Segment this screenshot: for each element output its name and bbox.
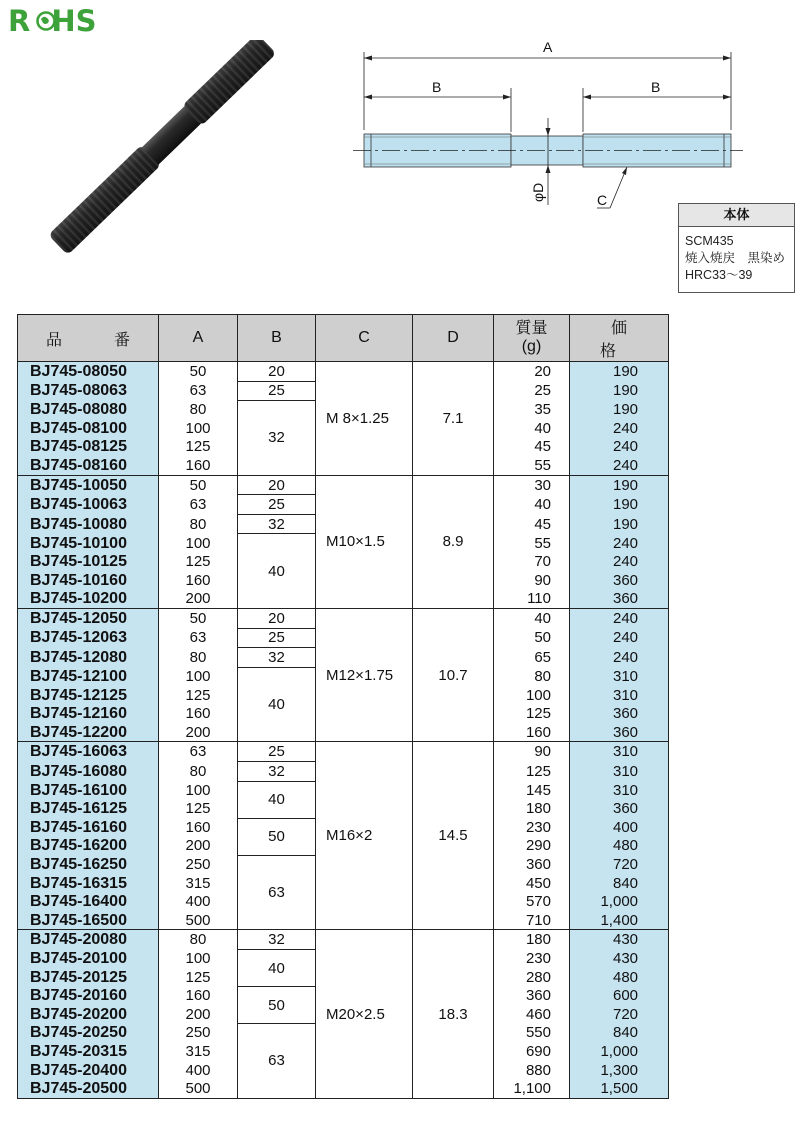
part-number-cell: BJ745-10080	[18, 514, 159, 534]
material-box	[678, 203, 795, 293]
weight-cell: 65	[494, 648, 570, 668]
dim-a-cell: 100	[159, 667, 238, 686]
header-weight: 質量 (g)	[494, 315, 570, 362]
dim-b-cell: 63	[238, 1024, 316, 1099]
dim-b-cell: 20	[238, 475, 316, 495]
rohs-logo	[8, 4, 118, 38]
dim-d-cell: 7.1	[413, 362, 494, 476]
part-number-cell: BJ745-20125	[18, 968, 159, 987]
part-number-cell: BJ745-12200	[18, 723, 159, 742]
header-a: A	[159, 315, 238, 362]
part-number-cell: BJ745-12050	[18, 609, 159, 629]
price-cell: 360	[570, 800, 669, 819]
stud-bolt-image	[40, 40, 290, 265]
weight-cell: 40	[494, 609, 570, 629]
dim-d-cell: 8.9	[413, 475, 494, 608]
price-cell: 1,000	[570, 1042, 669, 1061]
dim-a-cell: 160	[159, 818, 238, 837]
weight-cell: 45	[494, 514, 570, 534]
weight-cell: 30	[494, 475, 570, 495]
dim-a-cell: 80	[159, 761, 238, 781]
part-number-cell: BJ745-20200	[18, 1005, 159, 1024]
dim-a-cell: 200	[159, 837, 238, 856]
weight-cell: 80	[494, 667, 570, 686]
price-cell: 600	[570, 987, 669, 1006]
material-header: 本体	[679, 204, 794, 227]
dim-b-cell: 25	[238, 381, 316, 401]
price-cell: 400	[570, 818, 669, 837]
dim-b-cell: 32	[238, 930, 316, 950]
dim-b-cell: 40	[238, 781, 316, 818]
dim-b-cell: 25	[238, 628, 316, 648]
price-cell: 240	[570, 552, 669, 571]
part-number-cell: BJ745-16400	[18, 892, 159, 911]
dim-a-cell: 50	[159, 475, 238, 495]
price-cell: 720	[570, 1005, 669, 1024]
weight-cell: 125	[494, 704, 570, 723]
dim-a-cell: 400	[159, 1061, 238, 1080]
weight-cell: 880	[494, 1061, 570, 1080]
globe-icon	[36, 11, 56, 31]
dim-b-cell: 40	[238, 949, 316, 986]
table-header-row	[18, 315, 669, 362]
part-number-cell: BJ745-20250	[18, 1024, 159, 1043]
price-cell: 480	[570, 968, 669, 987]
thread-size-cell: M12×1.75	[316, 609, 413, 742]
weight-cell: 180	[494, 930, 570, 950]
dim-a-cell: 80	[159, 401, 238, 420]
weight-cell: 110	[494, 590, 570, 609]
part-number-cell: BJ745-16315	[18, 874, 159, 893]
dim-b-cell: 50	[238, 818, 316, 855]
weight-cell: 160	[494, 723, 570, 742]
thread-size-cell: M10×1.5	[316, 475, 413, 608]
weight-cell: 290	[494, 837, 570, 856]
part-number-cell: BJ745-10160	[18, 571, 159, 590]
dim-b-cell: 32	[238, 648, 316, 668]
thread-size-cell: M 8×1.25	[316, 362, 413, 476]
weight-cell: 570	[494, 892, 570, 911]
dim-a-cell: 63	[159, 742, 238, 762]
dim-b-cell: 32	[238, 761, 316, 781]
dim-a-cell: 160	[159, 704, 238, 723]
part-number-cell: BJ745-16080	[18, 761, 159, 781]
dim-a-cell: 200	[159, 590, 238, 609]
price-cell: 310	[570, 781, 669, 800]
dim-b-cell: 32	[238, 401, 316, 476]
part-number-cell: BJ745-08063	[18, 381, 159, 401]
weight-cell: 180	[494, 800, 570, 819]
dim-a-cell: 80	[159, 648, 238, 668]
price-cell: 360	[570, 590, 669, 609]
dim-a-cell: 50	[159, 362, 238, 382]
part-number-cell: BJ745-10050	[18, 475, 159, 495]
weight-cell: 450	[494, 874, 570, 893]
weight-cell: 710	[494, 911, 570, 930]
dim-a-cell: 63	[159, 495, 238, 515]
part-number-cell: BJ745-12160	[18, 704, 159, 723]
weight-cell: 360	[494, 855, 570, 874]
material-line: SCM435	[685, 234, 734, 248]
dim-b-right-label: B	[651, 79, 661, 95]
dim-a-cell: 250	[159, 1024, 238, 1043]
price-cell: 240	[570, 648, 669, 668]
dim-b-cell: 50	[238, 987, 316, 1024]
price-cell: 840	[570, 874, 669, 893]
weight-cell: 550	[494, 1024, 570, 1043]
table-body	[18, 362, 669, 1099]
dimension-drawing	[345, 40, 765, 220]
header-price: 価 格	[570, 315, 669, 362]
dim-a-cell: 250	[159, 855, 238, 874]
part-number-cell: BJ745-20160	[18, 987, 159, 1006]
dim-a-cell: 80	[159, 930, 238, 950]
part-number-cell: BJ745-08050	[18, 362, 159, 382]
table-row	[18, 742, 669, 762]
price-cell: 190	[570, 401, 669, 420]
part-number-cell: BJ745-20080	[18, 930, 159, 950]
price-cell: 1,500	[570, 1079, 669, 1098]
price-cell: 720	[570, 855, 669, 874]
dim-a-cell: 400	[159, 892, 238, 911]
price-cell: 190	[570, 475, 669, 495]
part-number-cell: BJ745-20500	[18, 1079, 159, 1098]
weight-cell: 100	[494, 686, 570, 705]
weight-cell: 360	[494, 987, 570, 1006]
price-cell: 360	[570, 704, 669, 723]
part-number-cell: BJ745-20100	[18, 949, 159, 968]
dim-b-cell: 32	[238, 514, 316, 534]
thread-size-cell: M16×2	[316, 742, 413, 930]
rohs-logo-text: R HS	[8, 4, 97, 38]
weight-cell: 280	[494, 968, 570, 987]
dim-a-cell: 63	[159, 381, 238, 401]
dim-a-cell: 500	[159, 1079, 238, 1098]
price-cell: 240	[570, 456, 669, 475]
dim-d-cell: 10.7	[413, 609, 494, 742]
part-number-cell: BJ745-16250	[18, 855, 159, 874]
header-part-no: 品 番	[18, 315, 159, 362]
price-cell: 240	[570, 609, 669, 629]
part-number-cell: BJ745-16100	[18, 781, 159, 800]
dim-a-cell: 50	[159, 609, 238, 629]
part-number-cell: BJ745-08125	[18, 438, 159, 457]
dim-c-label: C	[597, 192, 608, 208]
dim-a-cell: 200	[159, 1005, 238, 1024]
part-number-cell: BJ745-12080	[18, 648, 159, 668]
price-cell: 240	[570, 438, 669, 457]
dim-b-cell: 20	[238, 362, 316, 382]
material-line: 焼入焼戻 黒染め	[685, 251, 786, 265]
material-body	[679, 227, 794, 284]
weight-cell: 20	[494, 362, 570, 382]
dim-a-cell: 125	[159, 686, 238, 705]
price-cell: 1,300	[570, 1061, 669, 1080]
price-cell: 310	[570, 761, 669, 781]
dim-b-cell: 40	[238, 534, 316, 609]
spec-table	[17, 314, 688, 1099]
weight-cell: 45	[494, 438, 570, 457]
dim-a-cell: 160	[159, 987, 238, 1006]
weight-cell: 50	[494, 628, 570, 648]
dim-a-cell: 200	[159, 723, 238, 742]
price-cell: 430	[570, 930, 669, 950]
part-number-cell: BJ745-16500	[18, 911, 159, 930]
dim-a-cell: 315	[159, 874, 238, 893]
price-cell: 360	[570, 571, 669, 590]
dim-a-cell: 100	[159, 419, 238, 438]
dim-a-label: A	[543, 40, 553, 55]
part-number-cell: BJ745-16160	[18, 818, 159, 837]
weight-cell: 55	[494, 534, 570, 553]
part-number-cell: BJ745-10063	[18, 495, 159, 515]
price-cell: 190	[570, 362, 669, 382]
dim-a-cell: 125	[159, 438, 238, 457]
dim-d-label: φD	[530, 182, 546, 202]
part-number-cell: BJ745-12125	[18, 686, 159, 705]
dim-b-left-label: B	[432, 79, 442, 95]
dim-b-cell: 25	[238, 495, 316, 515]
weight-cell: 230	[494, 818, 570, 837]
weight-cell: 55	[494, 456, 570, 475]
weight-cell: 40	[494, 495, 570, 515]
price-cell: 310	[570, 742, 669, 762]
part-number-cell: BJ745-10200	[18, 590, 159, 609]
thread-size-cell: M20×2.5	[316, 930, 413, 1098]
part-number-cell: BJ745-12100	[18, 667, 159, 686]
dim-d-cell: 14.5	[413, 742, 494, 930]
part-number-cell: BJ745-10125	[18, 552, 159, 571]
table-row	[18, 930, 669, 950]
dim-a-cell: 100	[159, 781, 238, 800]
weight-cell: 90	[494, 571, 570, 590]
dim-d-cell: 18.3	[413, 930, 494, 1098]
part-number-cell: BJ745-16063	[18, 742, 159, 762]
part-number-cell: BJ745-08100	[18, 419, 159, 438]
price-cell: 240	[570, 628, 669, 648]
part-number-cell: BJ745-20315	[18, 1042, 159, 1061]
price-cell: 480	[570, 837, 669, 856]
dim-a-cell: 125	[159, 968, 238, 987]
dim-a-cell: 100	[159, 534, 238, 553]
dim-a-cell: 125	[159, 800, 238, 819]
dim-b-cell: 40	[238, 667, 316, 742]
part-number-cell: BJ745-10100	[18, 534, 159, 553]
weight-cell: 230	[494, 949, 570, 968]
part-number-cell: BJ745-20400	[18, 1061, 159, 1080]
dim-a-cell: 315	[159, 1042, 238, 1061]
dim-a-cell: 125	[159, 552, 238, 571]
weight-cell: 145	[494, 781, 570, 800]
weight-cell: 460	[494, 1005, 570, 1024]
part-number-cell: BJ745-16125	[18, 800, 159, 819]
price-cell: 430	[570, 949, 669, 968]
header-c: C	[316, 315, 413, 362]
header-d: D	[413, 315, 494, 362]
price-cell: 310	[570, 667, 669, 686]
part-number-cell: BJ745-08160	[18, 456, 159, 475]
weight-cell: 40	[494, 419, 570, 438]
weight-cell: 90	[494, 742, 570, 762]
dim-b-cell: 25	[238, 742, 316, 762]
dim-a-cell: 160	[159, 571, 238, 590]
table-row	[18, 475, 669, 495]
dim-b-cell: 63	[238, 855, 316, 930]
dim-a-cell: 63	[159, 628, 238, 648]
material-line: HRC33～39	[685, 268, 753, 282]
weight-cell: 690	[494, 1042, 570, 1061]
dim-a-cell: 500	[159, 911, 238, 930]
weight-cell: 35	[494, 401, 570, 420]
price-cell: 840	[570, 1024, 669, 1043]
part-number-cell: BJ745-16200	[18, 837, 159, 856]
price-cell: 1,400	[570, 911, 669, 930]
dim-b-cell: 20	[238, 609, 316, 629]
dim-a-cell: 100	[159, 949, 238, 968]
dim-a-cell: 80	[159, 514, 238, 534]
table-row	[18, 362, 669, 382]
price-cell: 190	[570, 514, 669, 534]
part-number-cell: BJ745-08080	[18, 401, 159, 420]
price-cell: 1,000	[570, 892, 669, 911]
dim-a-cell: 160	[159, 456, 238, 475]
price-cell: 360	[570, 723, 669, 742]
header-b: B	[238, 315, 316, 362]
price-cell: 240	[570, 419, 669, 438]
price-cell: 190	[570, 381, 669, 401]
price-cell: 240	[570, 534, 669, 553]
weight-cell: 1,100	[494, 1079, 570, 1098]
price-cell: 310	[570, 686, 669, 705]
price-cell: 190	[570, 495, 669, 515]
weight-cell: 70	[494, 552, 570, 571]
weight-cell: 25	[494, 381, 570, 401]
table-row	[18, 609, 669, 629]
weight-cell: 125	[494, 761, 570, 781]
part-number-cell: BJ745-12063	[18, 628, 159, 648]
